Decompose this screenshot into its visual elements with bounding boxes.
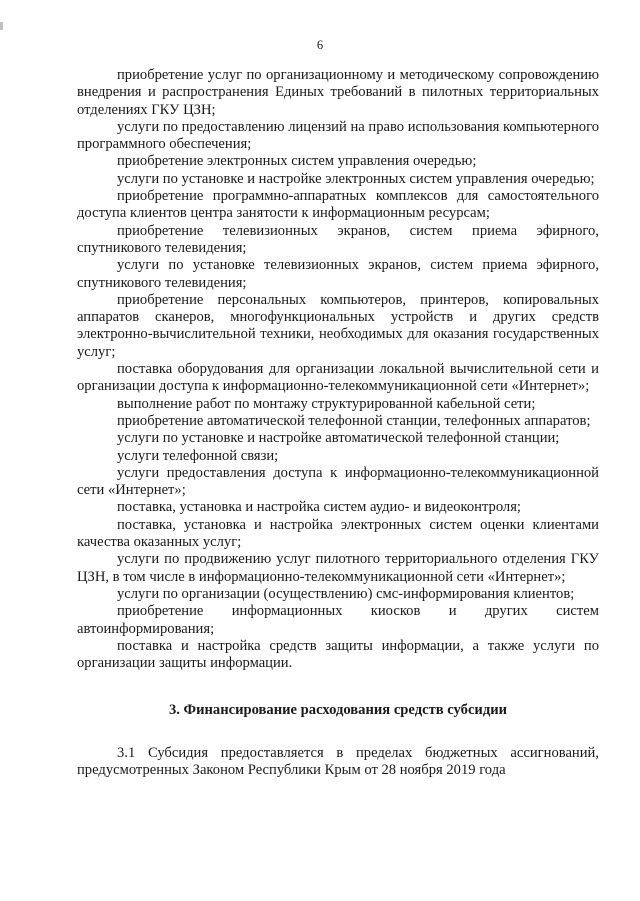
list-item: поставка, установка и настройка электронных систем оценки клиентами качества оказанных услуг; <box>77 516 599 551</box>
list-item: приобретение услуг по организационному и методическому сопровождению внедрения и распространения Единых требований в пилотных территориальных отделениях ГКУ ЦЗН; <box>77 67 599 118</box>
list-item: услуги телефонной связи; <box>117 447 279 464</box>
list-item: поставка, установка и настройка систем аудио- и видеоконтроля; <box>117 499 521 516</box>
list-item: услуги по установке телевизионных экранов, систем приема эфирного, спутникового телевидения; <box>77 257 599 291</box>
list-item: услуги по продвижению услуг пилотного территориального отделения ГКУ ЦЗН, в том числе в информационно-телекоммуникационной сети «Интернет»; <box>77 551 599 585</box>
list-item: приобретение электронных систем управления очередью; <box>117 153 477 170</box>
list-item: выполнение работ по монтажу структурированной кабельной сети; <box>117 395 536 412</box>
list-item: услуги по организации (осуществлению) смс-информирования клиентов; <box>117 585 575 602</box>
list-item: поставка и настройка средств защиты информации, а также услуги по организации защиты информации. <box>77 637 599 672</box>
page-content <box>77 67 599 779</box>
list-item: приобретение информационных киосков и других систем автоинформирования; <box>77 603 599 637</box>
list-item: поставка оборудования для организации локальной вычислительной сети и организации доступа к информационно-телекоммуникационной сети «Интернет»; <box>77 361 599 395</box>
list-item: услуги предоставления доступа к информационно-телекоммуникационной сети «Интернет»; <box>77 464 599 499</box>
list-item: услуги по предоставлению лицензий на право использования компьютерного программного обеспечения; <box>77 118 599 153</box>
list-item: услуги по установке и настройке автоматической телефонной станции; <box>117 430 560 447</box>
scan-edge-mark <box>0 22 3 30</box>
list-item: приобретение телевизионных экранов, систем приема эфирного, спутникового телевидения; <box>77 222 599 256</box>
page-number: 6 <box>316 38 324 52</box>
section-heading: 3. Финансирование расходования средств субсидии <box>168 702 508 719</box>
list-item: приобретение программно-аппаратных комплексов для самостоятельного доступа клиентов центра занятости к информационным ресурсам; <box>77 188 599 222</box>
list-item: приобретение персональных компьютеров, принтеров, копировальных аппаратов сканеров, многофункциональных устройств и других средств электронно-вычислительной техники, необходимых для оказания государственных услуг; <box>77 291 599 360</box>
list-item: приобретение автоматической телефонной станции, телефонных аппаратов; <box>117 412 591 429</box>
list-item: услуги по установке и настройке электронных систем управления очередью; <box>117 170 595 187</box>
section-paragraph: 3.1 Субсидия предоставляется в пределах бюджетных ассигнований, предусмотренных Законом Республики Крым от 28 ноября 2019 года <box>77 744 599 778</box>
